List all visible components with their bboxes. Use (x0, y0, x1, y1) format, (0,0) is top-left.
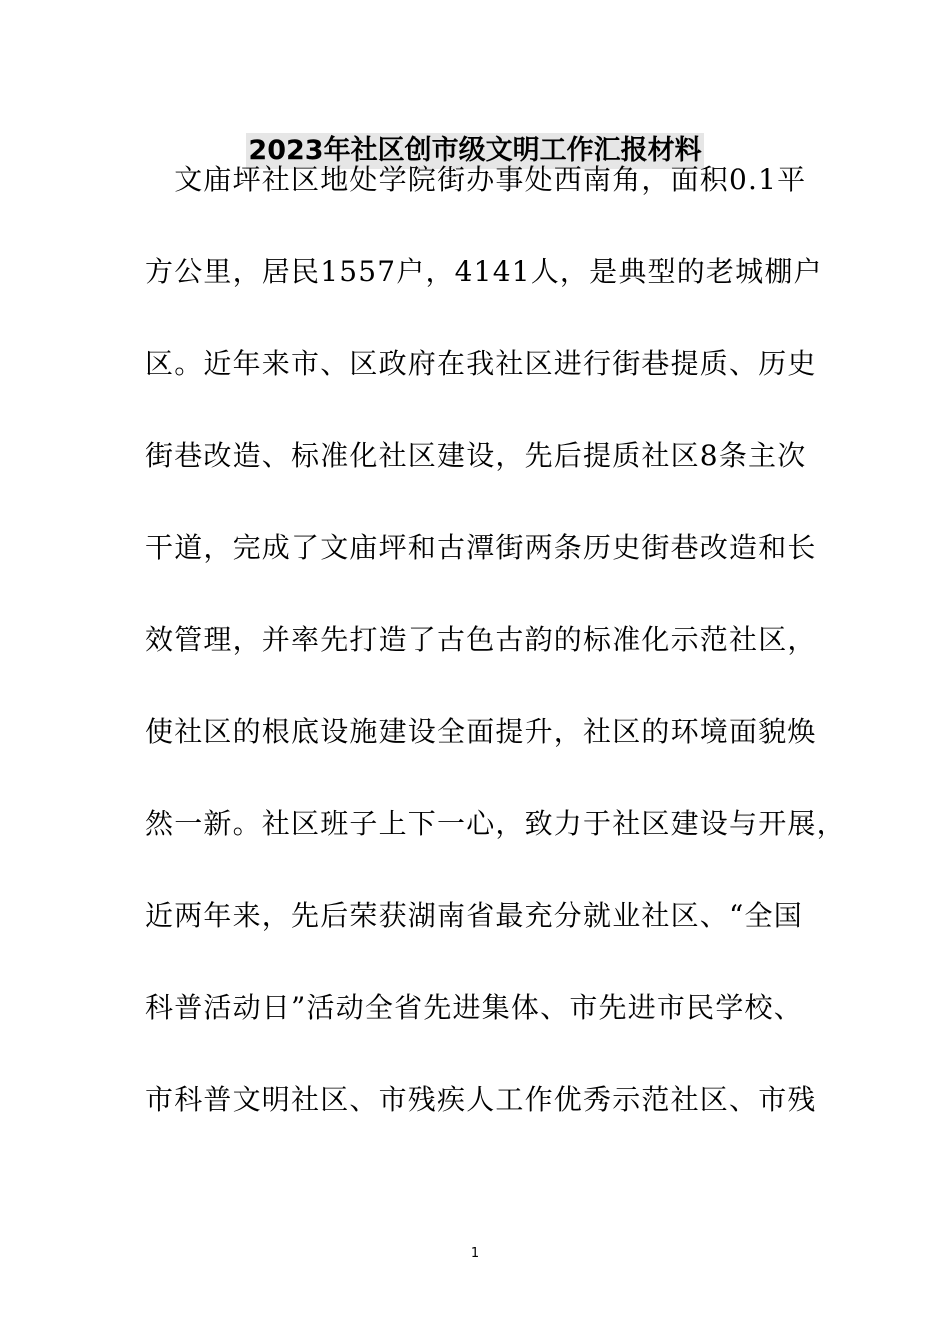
document-title: 2023年社区创市级文明工作汇报材料 (246, 133, 703, 169)
body-line: 市科普文明社区、市残疾人工作优秀示范社区、市残 (145, 1083, 817, 1116)
body-line: 近两年来，先后荣获湖南省最充分就业社区、“全国 (145, 899, 803, 932)
body-line: 方公里，居民1557户，4141人，是典型的老城棚户 (145, 255, 823, 288)
body-line: 干道，完成了文庙坪和古潭街两条历史街巷改造和长 (145, 531, 817, 564)
body-line: 街巷改造、标准化社区建设，先后提质社区8条主次 (145, 439, 807, 472)
body-line: 文庙坪社区地处学院街办事处西南角，面积0.1平 (145, 163, 807, 196)
body-line: 使社区的根底设施建设全面提升，社区的环境面貌焕 (145, 715, 817, 748)
page-number: 1 (470, 1246, 480, 1261)
body-line: 效管理，并率先打造了古色古韵的标准化示范社区， (145, 623, 817, 656)
body-line: 区。近年来市、区政府在我社区进行街巷提质、历史 (145, 347, 817, 380)
body-line: 然一新。社区班子上下一心，致力于社区建设与开展， (145, 807, 846, 840)
body-line: 科普活动日”活动全省先进集体、市先进市民学校、 (145, 991, 803, 1024)
